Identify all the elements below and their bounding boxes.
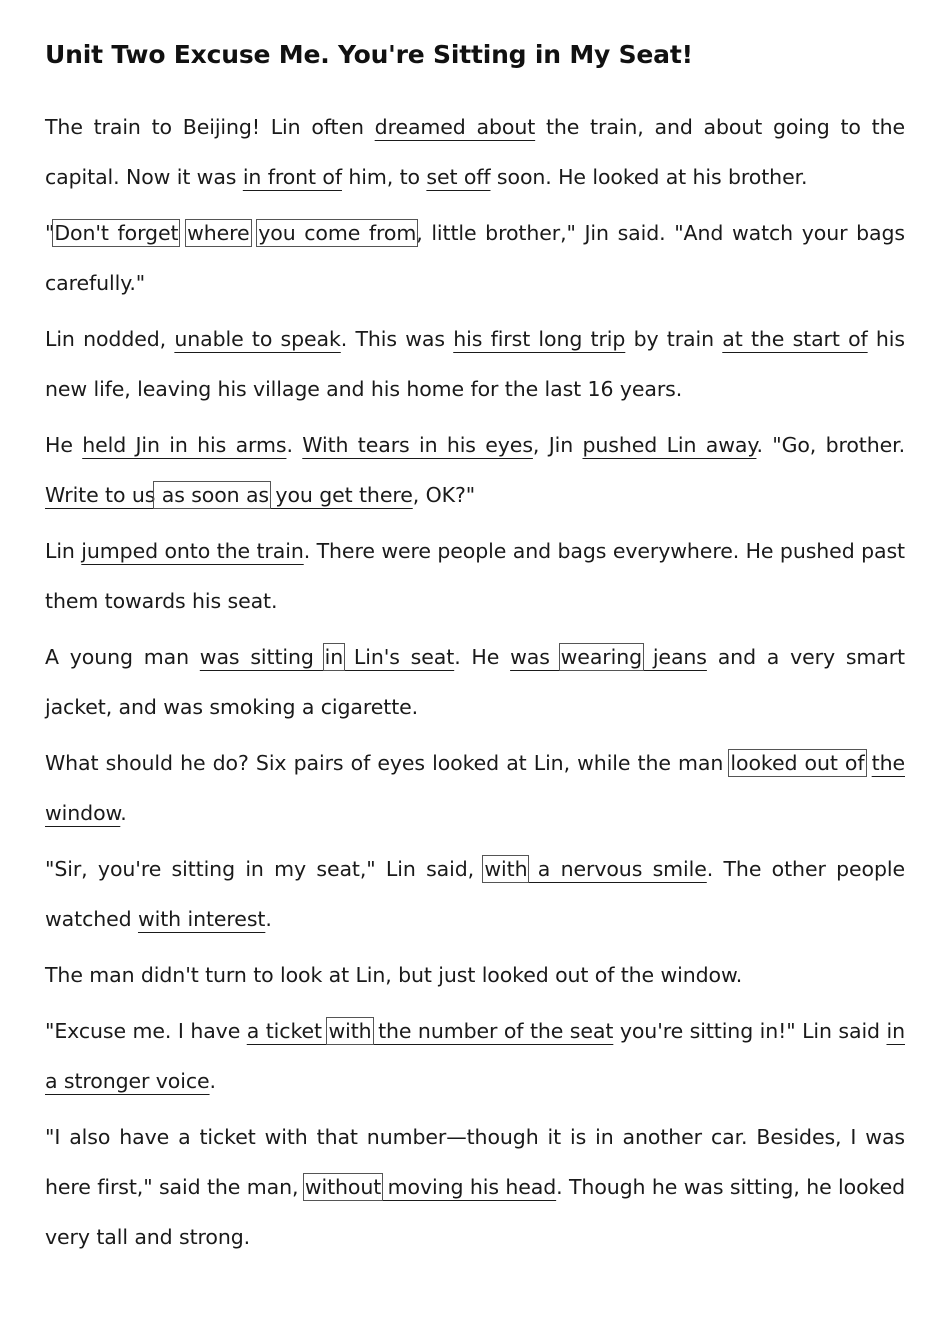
paragraph-9 (45, 950, 905, 1000)
text-segment: He (45, 433, 83, 457)
underlined-phrase: With tears in his eyes (302, 433, 533, 457)
underlined-phrase: a ticket (246, 1019, 329, 1043)
text-segment: . There were people and bags everywhere. He pushed past them towards his seat. (45, 539, 905, 613)
text-segment: "Sir, you're sitting in my seat," Lin said, (45, 857, 485, 881)
boxed-phrase: where (187, 221, 250, 245)
paragraph-2 (45, 208, 905, 308)
text-segment: the train, and about going to the capital. Now it was (45, 115, 905, 189)
boxed-phrase: Don't forget (54, 221, 179, 245)
text-segment: " (45, 221, 55, 245)
text-segment: Lin nodded, (45, 327, 175, 351)
underlined-phrase: in front of (242, 165, 342, 189)
text-segment: . Though he was sitting, he looked very tall and strong. (45, 1175, 905, 1249)
text-segment: Lin (45, 539, 82, 563)
text-segment: The train to Beijing! Lin often (45, 115, 375, 139)
boxed-phrase: without (304, 1175, 382, 1199)
text-segment: by train (625, 327, 723, 351)
underlined-phrase: Write to us (45, 483, 156, 507)
underlined-phrase: you get there (269, 483, 413, 507)
page-title: Unit Two Excuse Me. You're Sitting in My Seat! (45, 40, 693, 69)
paragraph-7 (45, 738, 905, 838)
text-segment: . This was (340, 327, 454, 351)
underlined-phrase: unable to speak (174, 327, 341, 351)
boxed-phrase: wearing (560, 645, 643, 669)
underlined-phrase: pushed Lin away (582, 433, 757, 457)
text-segment: you're sitting in!" Lin said (613, 1019, 887, 1043)
underlined-phrase: a nervous smile (527, 857, 707, 881)
text-segment (178, 221, 187, 245)
underlined-phrase: held Jin in his arms (82, 433, 287, 457)
underlined-phrase: in a stronger voice (45, 1019, 905, 1093)
text-segment: , little brother," Jin said. "And watch your bags carefully." (45, 221, 905, 295)
underlined-phrase: dreamed about (374, 115, 536, 139)
text-segment: . He (454, 645, 511, 669)
text-segment: "Excuse me. I have (45, 1019, 247, 1043)
text-segment (250, 221, 259, 245)
text-segment: . The other people watched (45, 857, 905, 931)
underlined-phrase: set off (426, 165, 491, 189)
underlined-phrase: at the start of (722, 327, 868, 351)
underlined-phrase: the number of the seat (371, 1019, 614, 1043)
text-segment: soon. He looked at his brother. (490, 165, 808, 189)
paragraph-3 (45, 314, 905, 414)
text-segment: , Jin (532, 433, 583, 457)
paragraph-4 (45, 420, 905, 520)
boxed-phrase: with (328, 1019, 372, 1043)
text-segment: , OK?" (412, 483, 476, 507)
paragraph-1 (45, 102, 905, 202)
paragraph-10 (45, 1006, 905, 1106)
text-segment: A young man (45, 645, 200, 669)
text-segment: What should he do? Six pairs of eyes looked at Lin, while the man (45, 751, 731, 775)
boxed-phrase: looked out of (730, 751, 865, 775)
underlined-phrase: the window (45, 751, 905, 825)
paragraph-11 (45, 1112, 905, 1262)
underlined-phrase: with interest (137, 907, 266, 931)
boxed-phrase: in (324, 645, 344, 669)
text-segment: . "Go, brother. (756, 433, 906, 457)
underlined-phrase: was (510, 645, 561, 669)
paragraph-5 (45, 526, 905, 626)
text-segment: him, to (341, 165, 427, 189)
boxed-phrase: you come from (258, 221, 417, 245)
article-body (45, 102, 905, 1262)
paragraph-6 (45, 632, 905, 732)
boxed-phrase: with (484, 857, 528, 881)
text-segment: his new life, leaving his village and his home for the last 16 years. (45, 327, 905, 401)
text-segment: . (265, 907, 272, 931)
underlined-phrase: was sitting (199, 645, 325, 669)
underlined-phrase: jeans (642, 645, 707, 669)
underlined-phrase: Lin's seat (343, 645, 455, 669)
text-segment: . (209, 1069, 216, 1093)
underlined-phrase: his first long trip (453, 327, 626, 351)
text-segment: The man didn't turn to look at Lin, but just looked out of the window. (45, 963, 743, 987)
underlined-phrase: jumped onto the train (81, 539, 304, 563)
text-segment: . (286, 433, 303, 457)
text-segment: . (120, 801, 127, 825)
paragraph-8 (45, 844, 905, 944)
text-segment: "I also have a ticket with that number—though it is in another car. Besides, I was here first," said the man, (45, 1125, 905, 1199)
underlined-phrase: moving his head (381, 1175, 557, 1199)
text-segment (865, 751, 872, 775)
boxed-phrase: as soon as (155, 483, 270, 507)
text-segment: and a very smart jacket, and was smoking a cigarette. (45, 645, 905, 719)
